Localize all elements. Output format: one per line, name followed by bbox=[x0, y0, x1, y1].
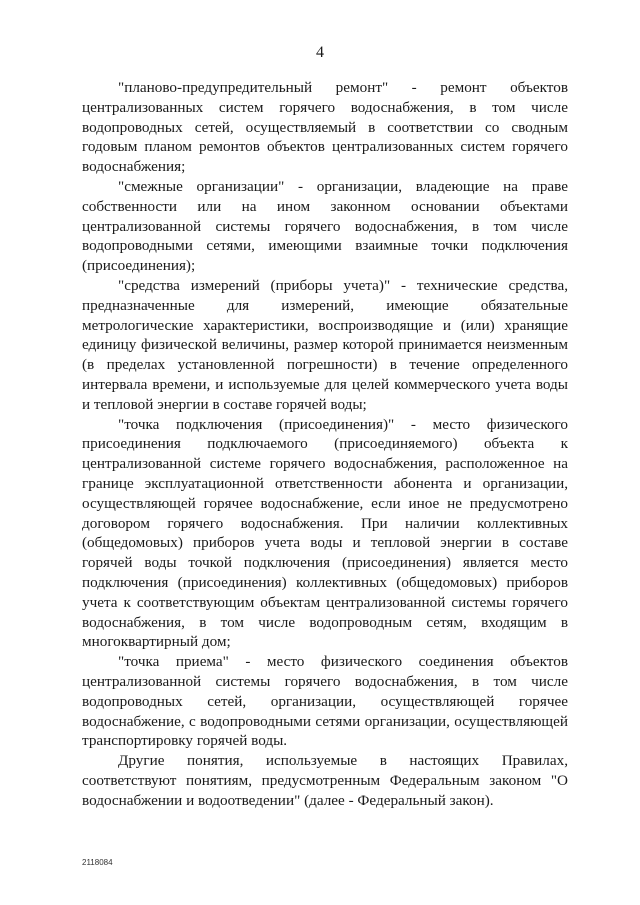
paragraph-connection-point: "точка подключения (присоединения)" - место физического присоединения подключаемого (присоединяемого) объекта к централизованной системе горячего водоснабжения, расположенное на границе эксплуатационной ответственности абонента и организации, осуществляющей горячее водоснабжение, если иное не предусмотрено договором горячего водоснабжения. При наличии коллективных (общедомовых) приборов учета воды и тепловой энергии в составе горячей воды точкой подключения (присоединения) является место подключения (присоединения) коллективных (общедомовых) приборов учета к соответствующим объектам централизованной системы горячего водоснабжения, в том числе водопроводным сетям, входящим в многоквартирный дом; bbox=[82, 415, 568, 651]
paragraph-measuring-instruments: "средства измерений (приборы учета)" - технические средства, предназначенные для измерений, имеющие обязательные метрологические характеристики, воспроизводящие и (или) хранящие единицу физической величины, размер которой принимается неизменным (в пределах установленной погрешности) в течение определенного интервала времени, и используемые для целей коммерческого учета воды и тепловой энергии в составе горячей воды; bbox=[82, 276, 568, 413]
paragraph-adjacent-organizations: "смежные организации" - организации, владеющие на праве собственности или на ином законном основании объектами централизованной системы горячего водоснабжения, в том числе водопроводными сетями, имеющими взаимные точки подключения (присоединения); bbox=[82, 177, 568, 275]
paragraph-other-terms: Другие понятия, используемые в настоящих Правилах, соответствуют понятиям, предусмотренным Федеральным законом "О водоснабжении и водоотведении" (далее - Федеральный закон). bbox=[82, 752, 568, 809]
page-number: 4 bbox=[316, 44, 324, 61]
paragraph-planned-repair: "планово-предупредительный ремонт" - ремонт объектов централизованных систем горячего водоснабжения, в том числе водопроводных сетей, осуществляемый в соответствии со сводным годовым планом ремонтов объектов централизованных систем горячего водоснабжения; bbox=[82, 79, 568, 176]
paragraph-reception-point: "точка приема" - место физического соединения объектов централизованной системы горячего водоснабжения, в том числе водопроводных сетей, организации, осуществляющей горячее водоснабжение, с водопроводными сетями организации, осуществляющей транспортировку горячей воды. bbox=[82, 653, 568, 750]
document-body bbox=[82, 78, 568, 810]
document-id: 2118084 bbox=[82, 858, 113, 867]
